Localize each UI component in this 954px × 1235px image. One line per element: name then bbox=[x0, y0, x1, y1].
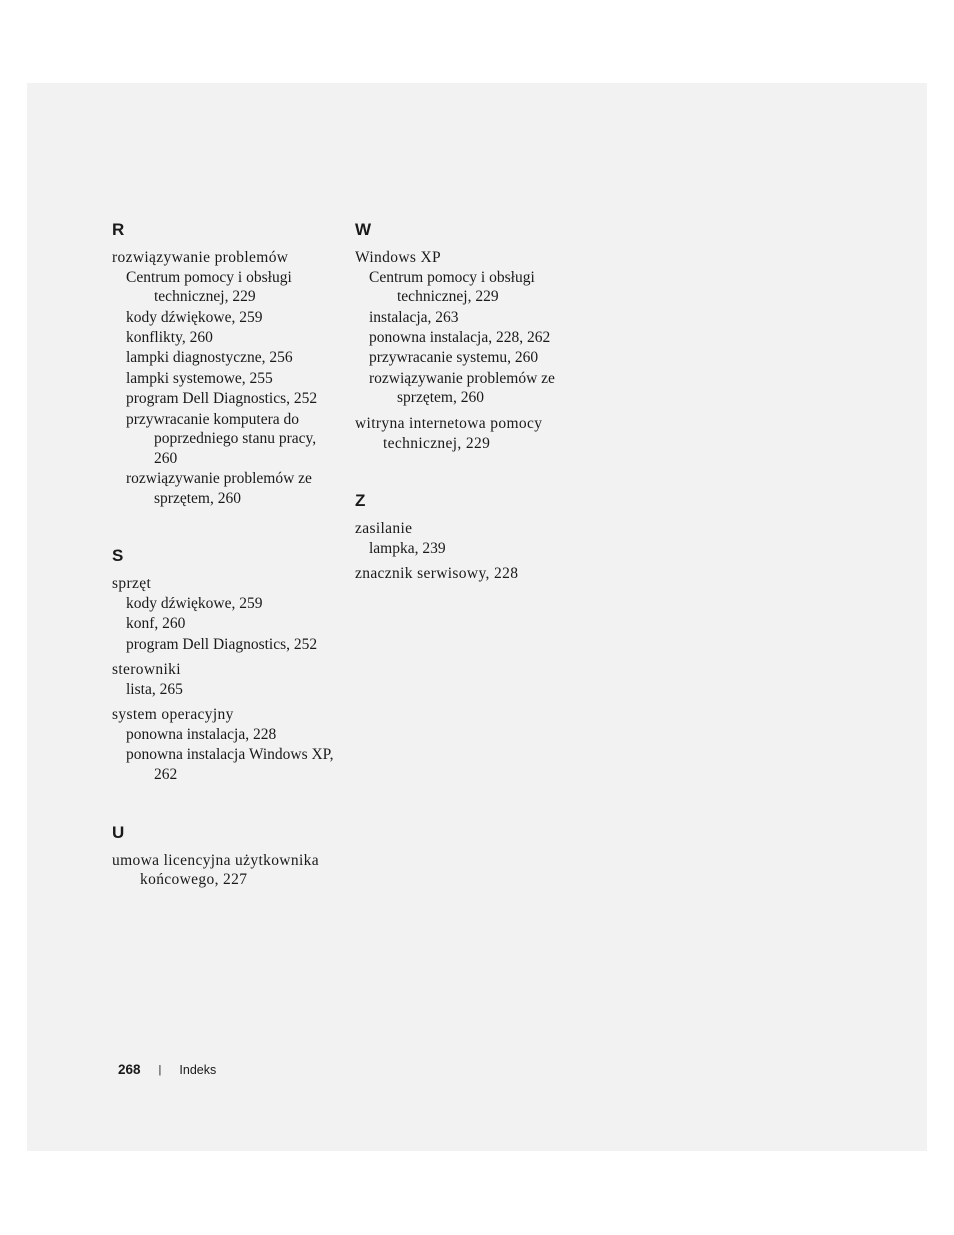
index-term: Windows XP bbox=[355, 249, 441, 266]
footer-section-label: Indeks bbox=[179, 1063, 217, 1077]
index-subterm: Centrum pomocy i obsługi technicznej, 229 bbox=[369, 268, 535, 306]
index-entry bbox=[355, 519, 585, 558]
index-entry bbox=[112, 248, 342, 508]
index-term: system operacyjny bbox=[112, 706, 234, 724]
index-term: sprzęt bbox=[112, 575, 152, 593]
index-section-z bbox=[355, 491, 585, 584]
footer-separator: | bbox=[158, 1064, 162, 1076]
index-subterm: ponowna instalacja Windows XP, 262 bbox=[126, 746, 334, 784]
section-letter: Z bbox=[355, 491, 366, 511]
index-term: zasilanie bbox=[355, 520, 413, 538]
index-subterm: lampki systemowe, 255 bbox=[126, 369, 273, 387]
index-subterm: kody dźwiękowe, 259 bbox=[126, 594, 263, 612]
index-subterm: lampki diagnostyczne, 256 bbox=[126, 349, 293, 367]
index-entry bbox=[112, 705, 342, 784]
index-section-s bbox=[112, 546, 342, 784]
index-subterm: program Dell Diagnostics, 252 bbox=[126, 390, 318, 408]
index-entry bbox=[112, 574, 342, 654]
index-entry bbox=[112, 851, 342, 890]
index-subterm: przywracanie systemu, 260 bbox=[369, 349, 539, 367]
index-term: witryna internetowa pomocy technicznej, 229 bbox=[355, 414, 543, 452]
index-section-r bbox=[112, 220, 342, 508]
section-letter: R bbox=[112, 220, 125, 239]
index-subterm: konf, 260 bbox=[126, 615, 186, 633]
index-term: rozwiązywanie problemów bbox=[112, 249, 289, 266]
index-entry bbox=[355, 414, 585, 453]
index-subterm: kody dźwiękowe, 259 bbox=[126, 308, 263, 326]
index-section-w bbox=[355, 220, 585, 453]
index-subterm: przywracanie komputera do poprzedniego stanu pracy, 260 bbox=[126, 410, 317, 467]
section-letter: W bbox=[355, 220, 372, 239]
index-subterm: lista, 265 bbox=[126, 680, 183, 698]
section-letter: U bbox=[112, 822, 125, 842]
index-section-u bbox=[112, 823, 342, 890]
index-subterm: rozwiązywanie problemów ze sprzętem, 260 bbox=[126, 470, 312, 507]
index-entry bbox=[112, 660, 342, 699]
index-subterm: Centrum pomocy i obsługi technicznej, 229 bbox=[126, 268, 292, 306]
index-column-right bbox=[355, 220, 585, 622]
index-subterm: ponowna instalacja, 228, 262 bbox=[369, 328, 551, 346]
page-footer bbox=[118, 1062, 216, 1078]
index-subterm: instalacja, 263 bbox=[369, 308, 459, 326]
index-entry bbox=[355, 248, 585, 408]
index-term: znacznik serwisowy, 228 bbox=[355, 565, 519, 583]
index-subterm: konflikty, 260 bbox=[126, 328, 213, 346]
index-subterm: ponowna instalacja, 228 bbox=[126, 726, 277, 744]
index-term: umowa licencyjna użytkownika końcowego, 227 bbox=[112, 851, 319, 889]
index-entry bbox=[355, 564, 585, 584]
index-term: sterowniki bbox=[112, 661, 181, 679]
index-subterm: rozwiązywanie problemów ze sprzętem, 260 bbox=[369, 369, 555, 407]
index-subterm: program Dell Diagnostics, 252 bbox=[126, 635, 318, 653]
page-number: 268 bbox=[118, 1062, 141, 1077]
index-column-left bbox=[112, 220, 342, 928]
section-letter: S bbox=[112, 546, 124, 566]
index-subterm: lampka, 239 bbox=[369, 539, 446, 557]
